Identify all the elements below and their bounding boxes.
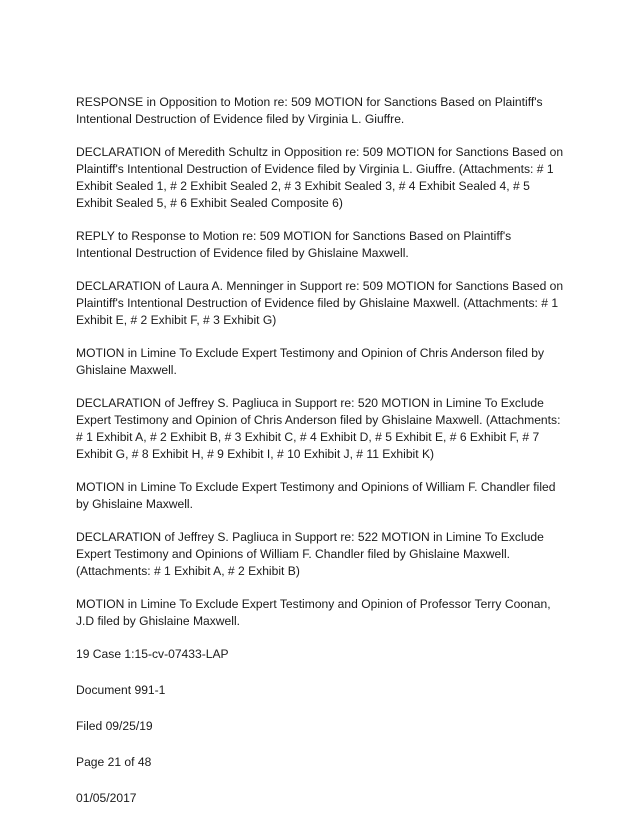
docket-entry: MOTION in Limine To Exclude Expert Testimony and Opinion of Professor Terry Coonan, J.D filed by Ghislaine Maxwell.	[76, 597, 551, 628]
filed-date: Filed 09/25/19	[76, 719, 153, 733]
docket-entry: MOTION in Limine To Exclude Expert Testimony and Opinion of Chris Anderson filed by Ghislaine Maxwell.	[76, 346, 545, 377]
page-number: Page 21 of 48	[76, 755, 152, 769]
docket-entry: DECLARATION of Meredith Schultz in Opposition re: 509 MOTION for Sanctions Based on Plaintiff's Intentional Destruction of Evidence filed by Virginia L. Giuffre. (Attachments: # 1 Exhibit Sealed 1, # 2 Exhibit Sealed 2, # 3 Exhibit Sealed 3, # 4 Exhibit Sealed 4, # 5 Exhibit Sealed 5, # 6 Exhibit Sealed Composite 6)	[76, 145, 564, 210]
entry-date: 01/05/2017	[76, 791, 137, 805]
docket-entry: DECLARATION of Jeffrey S. Pagliuca in Support re: 520 MOTION in Limine To Exclude Expert Testimony and Opinion of Chris Anderson filed by Ghislaine Maxwell. (Attachments: # 1 Exhibit A, # 2 Exhibit B, # 3 Exhibit C, # 4 Exhibit D, # 5 Exhibit E, # 6 Exhibit F, # 7 Exhibit G, # 8 Exhibit H, # 9 Exhibit I, # 10 Exhibit J, # 11 Exhibit K)	[76, 396, 561, 461]
docket-entry: DECLARATION of Jeffrey S. Pagliuca in Support re: 522 MOTION in Limine To Exclude Expert Testimony and Opinions of William F. Chandler filed by Ghislaine Maxwell. (Attachments: # 1 Exhibit A, # 2 Exhibit B)	[76, 530, 544, 578]
docket-entry: DECLARATION of Laura A. Menninger in Support re: 509 MOTION for Sanctions Based on Plaintiff's Intentional Destruction of Evidence filed by Ghislaine Maxwell. (Attachments: # 1 Exhibit E, # 2 Exhibit F, # 3 Exhibit G)	[76, 279, 564, 327]
docket-entries	[76, 94, 566, 826]
docket-entry: REPLY to Response to Motion re: 509 MOTION for Sanctions Based on Plaintiff's Intentional Destruction of Evidence filed by Ghislaine Maxwell.	[76, 229, 512, 260]
document-number: Document 991-1	[76, 683, 166, 697]
case-number: 19 Case 1:15-cv-07433-LAP	[76, 647, 229, 661]
docket-entry: RESPONSE in Opposition to Motion re: 509 MOTION for Sanctions Based on Plaintiff's Intentional Destruction of Evidence filed by Virginia L. Giuffre.	[76, 95, 543, 126]
docket-entry: MOTION in Limine To Exclude Expert Testimony and Opinions of William F. Chandler filed by Ghislaine Maxwell.	[76, 480, 556, 511]
